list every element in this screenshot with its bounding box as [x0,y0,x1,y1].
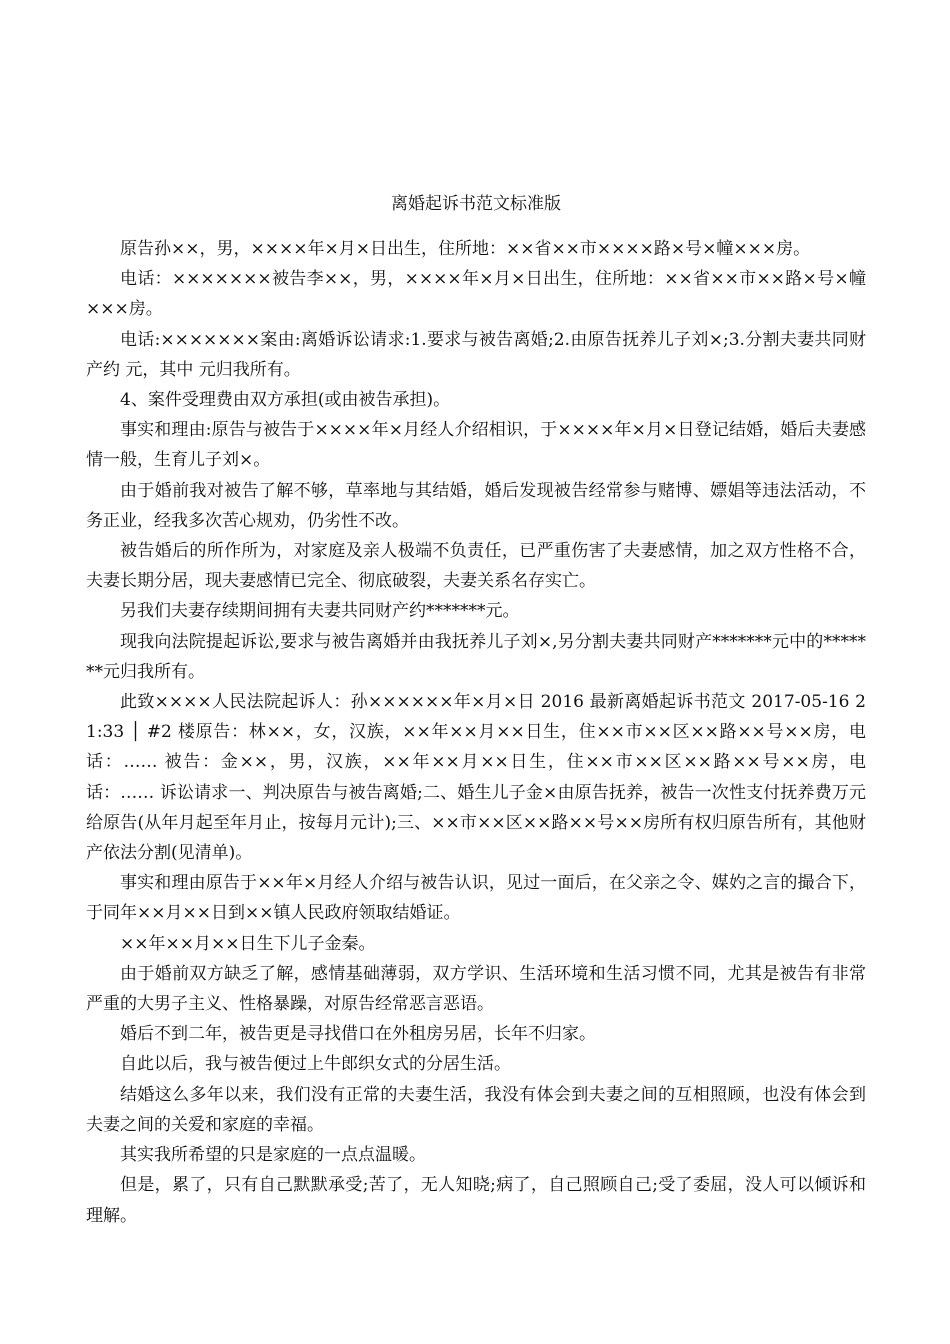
paragraph-defendant: 电话：×××××××被告李××，男，××××年×月×日出生，住所地：××省××市××路×号×幢×××房。 [86,269,866,320]
document-title: 离婚起诉书范文标准版 [391,194,561,214]
paragraph-claims: 电话:×××××××案由:离婚诉讼请求:1.要求与被告离婚;2.由原告抚养儿子刘×;3.分割夫妻共同财产约 元，其中 元归我所有。 [86,329,866,380]
paragraph-court-fee: 4、案件受理费由双方承担(或由被告承担)。 [120,390,451,411]
paragraph-property: 另我们夫妻存续期间拥有夫妻共同财产约*******元。 [120,601,520,622]
paragraph-reason-3: 由于婚前双方缺乏了解，感情基础薄弱，双方学识、生活环境和生活习惯不同，尤其是被告有非常严重的大男子主义、性格暴躁，对原告经常恶言恶语。 [86,963,866,1015]
paragraph-son-birth: ××年××月××日生下儿子金秦。 [120,933,376,954]
paragraph-request: 现我向法院提起诉讼,要求与被告离婚并由我抚养儿子刘×,另分割夫妻共同财产*******元中的*******元归我所有。 [86,631,866,682]
paragraph-reason-1: 由于婚前我对被告了解不够，草率地与其结婚，婚后发现被告经常参与赌博、嫖娼等违法活动，不务正业，经我多次苦心规劝，仍劣性不改。 [86,480,866,531]
paragraph-plaintiff: 原告孙××，男，××××年×月×日出生，住所地：××省××市××××路×号×幢×××房。 [120,239,811,259]
paragraph-reason-6: 结婚这么多年以来，我们没有正常的夫妻生活，我没有体会到夫妻之间的互相照顾，也没有体会到夫妻之间的关爱和家庭的幸福。 [86,1084,866,1135]
paragraph-reason-5: 自此以后，我与被告便过上牛郎织女式的分居生活。 [120,1054,511,1075]
paragraph-facts: 事实和理由:原告与被告于××××年×月经人介绍相识，于××××年×月×日登记结婚，婚后夫妻感情一般，生育儿子刘×。 [86,420,866,471]
paragraph-facts-2: 事实和理由原告于××年×月经人介绍与被告认识，见过一面后，在父亲之令、媒妁之言的撮合下，于同年××月××日到××镇人民政府领取结婚证。 [86,873,866,924]
paragraph-reason-2: 被告婚后的所作所为，对家庭及亲人极端不负责任，已严重伤害了夫妻感情，加之双方性格不合，夫妻长期分居，现夫妻感情已完全、彻底破裂，夫妻关系名存实亡。 [86,541,866,592]
paragraph-reason-7: 其实我所希望的只是家庭的一点点温暖。 [120,1145,426,1166]
paragraph-reason-4: 婚后不到二年，被告更是寻找借口在外租房另居，长年不归家。 [120,1024,596,1045]
paragraph-second-sample: 此致××××人民法院起诉人：孙××××××年×月×日 2016 最新离婚起诉书范文 2017-05-16 21:33 │ #2 楼原告：林××，女，汉族，××年××月××日生，住××市××区××路××号××房，电话：…… 被告：金××，男，汉族，××年××月××日生，住××市××区××路××号××房，电话：…… 诉讼请求一、判决原告与被告离婚;二、婚生儿子金×由原告抚养，被告一次性支付抚养费万元给原告(从年月起至年月止，按每月元计);三、××市××区××路××号××房所有权归原告所有，其他财产依法分割(见清单)。 [86,692,866,864]
document-body [86,234,866,1231]
paragraph-reason-8: 但是，累了，只有自己默默承受;苦了，无人知晓;病了，自己照顾自己;受了委屈，没人可以倾诉和理解。 [86,1175,866,1226]
